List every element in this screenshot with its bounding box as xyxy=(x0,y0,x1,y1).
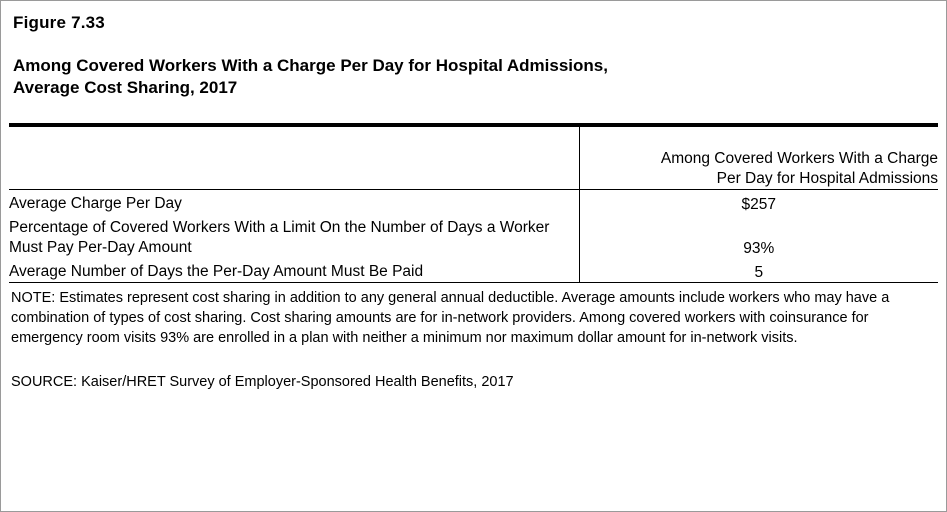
figure-title xyxy=(13,55,913,99)
note-text: NOTE: Estimates represent cost sharing in addition to any general annual deductible. Average amounts include workers who may have a combination of types of cost sharing. Cost sharing amounts are for in-network providers. Among covered workers with coinsurance for emergency room visits 93% are enrolled in a plan with neither a minimum nor maximum dollar amount for in-network visits. xyxy=(11,290,890,347)
table-header-cell-value xyxy=(579,127,938,190)
table-header-value-line-1: Among Covered Workers With a Charge xyxy=(660,149,938,167)
table-header xyxy=(9,127,938,190)
source-text: SOURCE: Kaiser/HRET Survey of Employer-Sponsored Health Benefits, 2017 xyxy=(11,374,514,391)
table-row xyxy=(9,258,938,282)
figure-content xyxy=(1,1,946,392)
table-body xyxy=(9,190,938,283)
table-header-cell-blank xyxy=(9,127,579,190)
table-row-label: Average Charge Per Day xyxy=(9,190,579,215)
table-header-value-line-2: Per Day for Hospital Admissions xyxy=(716,170,938,188)
table-bottom-divider xyxy=(9,282,938,283)
data-table xyxy=(9,127,938,282)
table-row xyxy=(9,214,938,258)
table-header-row xyxy=(9,127,938,190)
figure-title-line-2: Average Cost Sharing, 2017 xyxy=(13,78,238,98)
table-row-label: Percentage of Covered Workers With a Limit On the Number of Days a Worker Must Pay Per-Day Amount xyxy=(9,214,579,258)
table-row xyxy=(9,190,938,215)
table-row-label: Average Number of Days the Per-Day Amount Must Be Paid xyxy=(9,258,579,282)
table-row-value: $257 xyxy=(741,196,776,214)
table-row-value: 93% xyxy=(743,240,775,258)
figure-number: Figure 7.33 xyxy=(13,13,105,32)
figure-title-line-1: Among Covered Workers With a Charge Per Day for Hospital Admissions, xyxy=(13,56,608,75)
table-row-value: 5 xyxy=(754,264,764,282)
